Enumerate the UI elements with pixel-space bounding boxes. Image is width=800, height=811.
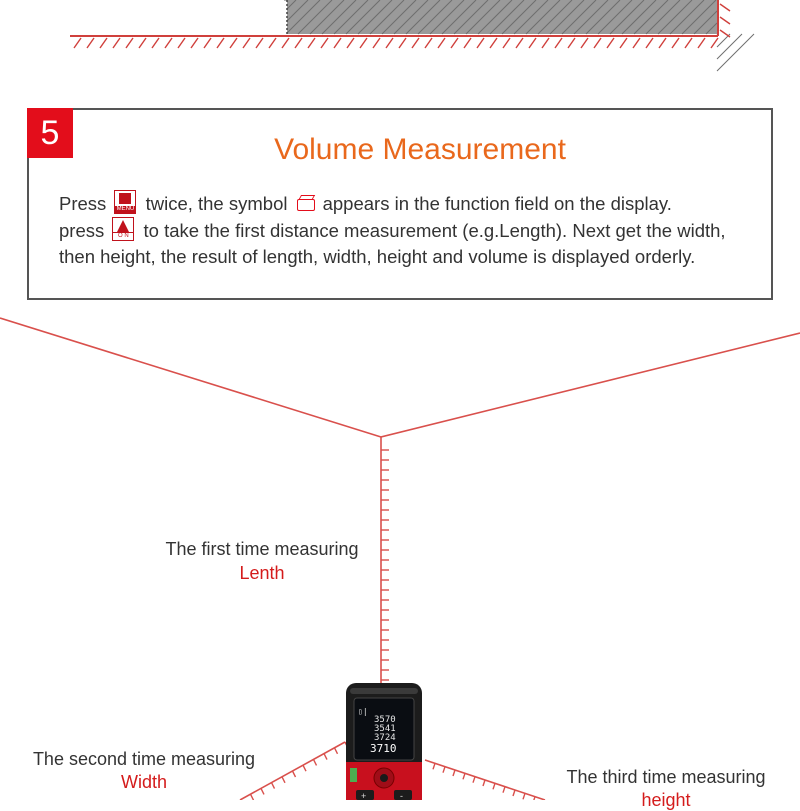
floor-wall-illustration: [70, 0, 754, 71]
screen-main-reading: 3710: [370, 742, 397, 755]
floor-hatch-mark: [685, 38, 692, 48]
floor-hatch-mark: [217, 38, 224, 48]
desc-text: press: [59, 220, 105, 241]
floor-hatch-mark: [568, 38, 575, 48]
floor-hatch-mark: [633, 38, 640, 48]
floor-hatch-mark: [100, 38, 107, 48]
minus-key-glyph: -: [400, 791, 403, 800]
floor-hatch-mark: [308, 38, 315, 48]
width-tick: [324, 754, 327, 760]
floor-hatch-mark: [204, 38, 211, 48]
wall-hatch-mark: [717, 34, 742, 59]
floor-hatch-mark: [295, 38, 302, 48]
section-description: [59, 190, 759, 270]
height-tick: [443, 767, 445, 773]
menu-key-label: MENU: [116, 206, 135, 212]
floor-hatch-mark: [243, 38, 250, 48]
floor-hatch-mark: [126, 38, 133, 48]
floor-hatch-mark: [425, 38, 432, 48]
width-tick: [335, 748, 338, 754]
height-tick: [493, 783, 495, 789]
floor-hatch-mark: [347, 38, 354, 48]
width-tick: [314, 759, 317, 765]
floor-hatch-mark: [256, 38, 263, 48]
floor-hatch-mark: [659, 38, 666, 48]
floor-hatch-mark: [334, 38, 341, 48]
section-title: Volume Measurement: [274, 133, 566, 166]
floor-hatch-mark: [321, 38, 328, 48]
floor-hatch-mark: [113, 38, 120, 48]
first-measure-caption: The first time measuring: [165, 539, 359, 559]
floor-hatch-mark: [165, 38, 172, 48]
floor-hatch-mark: [386, 38, 393, 48]
screen-reading: 3724: [374, 733, 396, 743]
floor-hatch-mark: [139, 38, 146, 48]
floor-hatch-mark: [464, 38, 471, 48]
third-measure-dimension: height: [641, 790, 691, 810]
floor-hatch-mark: [87, 38, 94, 48]
first-measure-dimension: Lenth: [239, 563, 285, 583]
height-tick: [453, 770, 455, 776]
floor-hatch-mark: [74, 38, 81, 48]
floor-hatch-mark: [191, 38, 198, 48]
width-tick: [251, 794, 254, 800]
floor-hatch-mark: [542, 38, 549, 48]
on-key-label: O N: [113, 232, 133, 240]
floor-hatch-mark: [607, 38, 614, 48]
height-tick: [473, 777, 475, 783]
height-tick: [433, 763, 435, 769]
menu-key-icon: [114, 190, 136, 214]
desc-text: Press: [59, 193, 107, 214]
floor-hatch-mark: [438, 38, 445, 48]
on-key-icon: [112, 217, 134, 241]
floor-hatch-mark: [503, 38, 510, 48]
floor-hatch-mark: [152, 38, 159, 48]
left-wall-edge: [0, 318, 381, 437]
wall-hatch-mark: [720, 30, 730, 37]
measure-key-icon: [380, 774, 388, 782]
height-tick: [513, 790, 515, 796]
height-tick: [503, 787, 505, 793]
plus-key-glyph: +: [361, 791, 367, 800]
floor-hatch-mark: [230, 38, 237, 48]
second-measure-label: [14, 749, 274, 793]
floor-hatch-mark: [178, 38, 185, 48]
wall-hatch-mark: [720, 4, 730, 11]
floor-hatch-mark: [373, 38, 380, 48]
floor-hatch-mark: [477, 38, 484, 48]
floor-hatch-mark: [282, 38, 289, 48]
volume-symbol-icon: [297, 199, 315, 211]
screen-reading: 3541: [374, 724, 396, 734]
width-tick: [293, 771, 296, 777]
wall-hatch-mark: [717, 34, 754, 71]
minus-key: [394, 790, 412, 800]
second-measure-dimension: Width: [120, 772, 167, 792]
floor-hatch-mark: [620, 38, 627, 48]
floor-hatch-mark: [451, 38, 458, 48]
floor-hatch-mark: [412, 38, 419, 48]
desc-text: twice, the symbol: [140, 193, 288, 214]
third-measure-caption: The third time measuring: [566, 767, 766, 787]
height-tick: [523, 793, 525, 799]
floor-hatch-mark: [646, 38, 653, 48]
third-measure-label: [550, 767, 782, 811]
height-tick: [463, 773, 465, 779]
floor-hatch-mark: [594, 38, 601, 48]
floor-hatch-mark: [581, 38, 588, 48]
floor-hatch-mark: [516, 38, 523, 48]
wall-hatch-mark: [720, 17, 730, 24]
section-number-badge: 5: [27, 108, 73, 158]
floor-hatch-mark: [529, 38, 536, 48]
floor-hatch-mark: [360, 38, 367, 48]
screen-reading: 3570: [374, 715, 396, 725]
desc-text: appears in the function field on the display.: [322, 193, 672, 214]
level-bubble: [350, 768, 357, 782]
height-tick: [483, 780, 485, 786]
screen-icon: ▯|: [358, 707, 368, 716]
first-measure-label: [150, 539, 374, 584]
floor-hatch-mark: [672, 38, 679, 48]
width-tick: [303, 765, 306, 771]
floor-hatch-mark: [490, 38, 497, 48]
floor-hatch-mark: [555, 38, 562, 48]
desc-text: to take the first distance measurement (e.g.Length). Next get the width, then height, the result of length, width, height and volume is displayed orderly.: [59, 220, 726, 267]
floor-hatch-mark: [269, 38, 276, 48]
floor-hatch-mark: [399, 38, 406, 48]
width-tick: [282, 777, 285, 783]
laser-meter-device: [346, 683, 422, 800]
second-measure-caption: The second time measuring: [32, 749, 256, 769]
right-wall-edge: [381, 333, 800, 437]
floor-hatch-mark: [698, 38, 705, 48]
